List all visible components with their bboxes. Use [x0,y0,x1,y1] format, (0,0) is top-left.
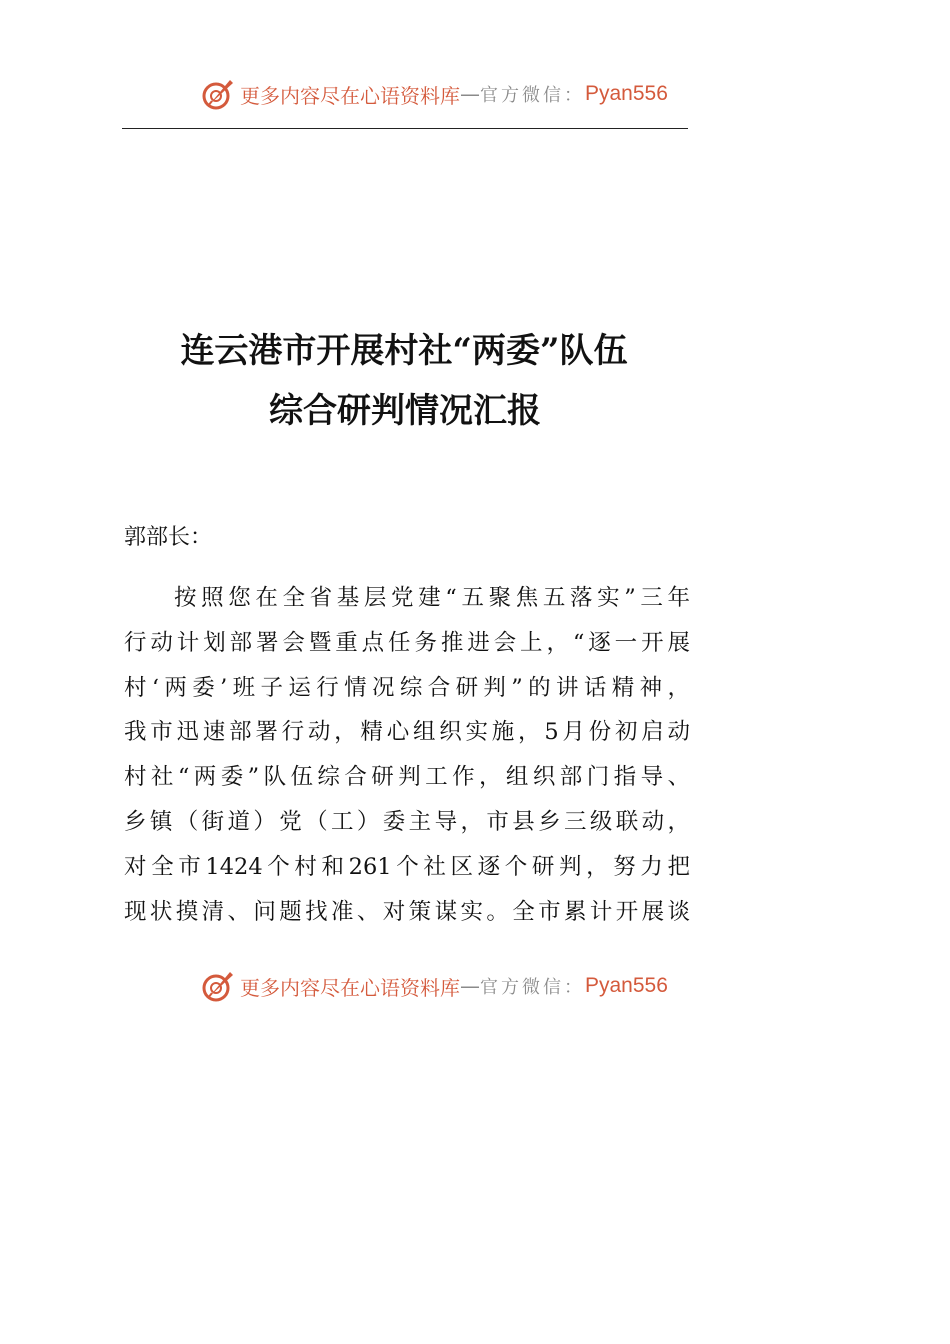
body-line: 村‘两委’班子运行情况综合研判”的讲话精神， [124,674,690,701]
header-divider [122,128,688,129]
body-line: 我市迅速部署行动，精心组织实施，5月份初启动 [124,719,690,746]
banner-wechat-id: Pyan556 [585,82,668,105]
header-banner [200,74,668,114]
body-line: 按照您在全省基层党建“五聚焦五落实”三年 [174,585,690,611]
banner-main-text: 更多内容尽在心语资料库 [240,83,460,108]
body-line: 乡镇（街道）党（工）委主导，市县乡三级联动， [124,808,690,835]
body-line: 现状摸清、问题找准、对策谋实。全市累计开展谈 [124,898,690,925]
document-title-line-1: 连云港市开展村社“两委”队伍 [180,331,628,371]
document-title-line-2: 综合研判情况汇报 [269,391,541,431]
body-line: 行动计划部署会暨重点任务推进会上，“逐一开展 [124,629,690,656]
body-line: 村社“两委”队伍综合研判工作，组织部门指导、 [124,764,690,791]
body-paragraph [124,576,690,934]
quill-logo-icon [200,968,236,1004]
quill-logo-icon [200,76,236,112]
banner-separator: — [460,974,480,998]
salutation: 郭部长： [124,525,213,550]
banner-wechat-label: 官方微信： [480,977,585,998]
footer-banner [200,966,668,1006]
banner-wechat-label: 官方微信： [480,85,585,106]
banner-wechat-id: Pyan556 [585,974,668,997]
body-line: 对全市1424个村和261个社区逐个研判，努力把 [124,853,690,880]
banner-main-text: 更多内容尽在心语资料库 [240,975,460,1000]
banner-separator: — [460,82,480,106]
